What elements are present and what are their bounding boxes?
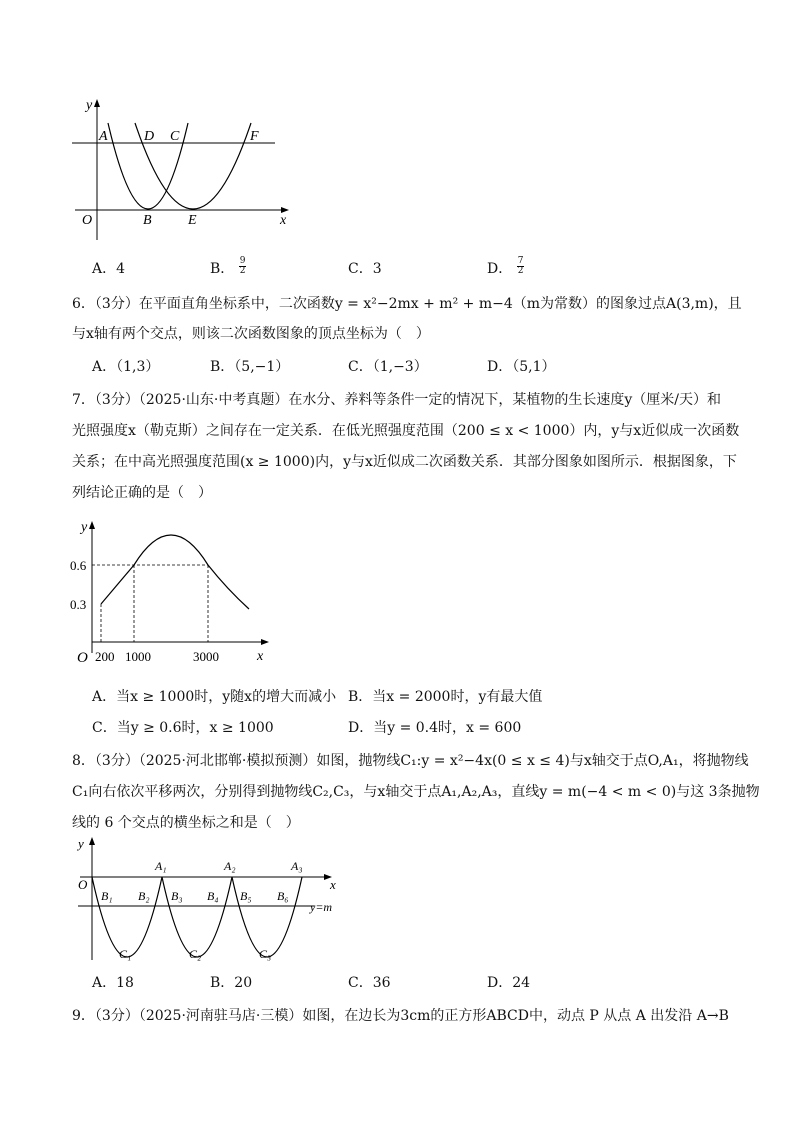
fig3-label-b1: B₁ (101, 889, 113, 903)
fig1-label-a: A (99, 129, 108, 144)
q8-option-a[interactable]: A．18 (92, 975, 134, 991)
fig3-label-c1: C₁ (119, 947, 132, 961)
q8-option-b[interactable]: B．20 (210, 975, 253, 991)
q7-option-b[interactable]: B．当x = 2000时，y有最大值 (348, 689, 543, 705)
fig3-label-a1: A₁ (155, 859, 167, 873)
fig2-xtick-1000: 1000 (125, 649, 151, 664)
fig1-x-label: x (280, 213, 287, 228)
fig3-label-b6: B₆ (277, 889, 289, 903)
q7-stem-line3: 关系；在中高光照强度范围(x ≥ 1000)内，y与x近似成二次函数关系．其部分图象如图所示．根据图象，下 (72, 454, 737, 470)
fig1-y-label: y (86, 98, 93, 113)
q5-option-b[interactable] (210, 255, 246, 278)
q8-stem-line1: 8．（3分）（2025·河北邯郸·模拟预测）如图，抛物线C₁:y = x²−4x(0 ≤ x ≤ 4)与x轴交于点O,A₁，将抛物线 (72, 753, 749, 769)
q7-stem-line2: 光照强度x（勒克斯）之间存在一定关系．在低光照强度范围（200 ≤ x < 1000）内，y与x近似成一次函数 (72, 423, 740, 439)
q6-stem-line2: 与x轴有两个交点，则该二次函数图象的顶点坐标为（ ） (72, 326, 430, 342)
fig2-xtick-3000: 3000 (193, 649, 219, 664)
q6-option-a[interactable]: A．（1,3） (92, 359, 160, 375)
q6-option-c[interactable]: C．（1,−3） (348, 359, 428, 375)
fig1-label-d: D (144, 129, 155, 144)
fig3-line-label: y=m (310, 900, 333, 914)
fig3-y-label: y (78, 836, 84, 851)
figure-three-parabolas (70, 832, 350, 967)
fig3-label-b2: B₂ (138, 889, 150, 903)
q8-option-c[interactable]: C．36 (348, 975, 391, 991)
q7-option-d[interactable]: D．当y = 0.4时，x = 600 (348, 720, 522, 736)
q6-stem-line1: 6．（3分）在平面直角坐标系中，二次函数y = x²−2mx + m² + m−4（m为常数）的图象过点A(3,m)，且 (72, 296, 742, 312)
fig3-label-a2: A₂ (224, 859, 236, 873)
q8-stem-line3: 线的 6 个交点的横坐标之和是（ ） (72, 815, 300, 831)
fig2-xtick-200: 200 (95, 649, 115, 664)
q5-option-a[interactable]: A．4 (92, 261, 126, 277)
q5-option-b-fraction: $\frac{9}{2}$ (239, 255, 246, 276)
fig3-x-label: x (330, 877, 336, 892)
fig1-label-c: C (170, 129, 180, 144)
q9-stem-line1: 9．（3分）（2025·河南驻马店·三模）如图，在边长为3cm的正方形ABCD中，动点 P 从点 A 出发沿 A→B (72, 1008, 729, 1024)
q6-option-b[interactable]: B．（5,−1） (210, 359, 290, 375)
q8-option-d[interactable]: D．24 (487, 975, 531, 991)
q5-option-c[interactable]: C．3 (348, 261, 382, 277)
fig1-label-f: F (250, 129, 259, 144)
fig2-y-label: y (81, 520, 88, 535)
q7-option-c[interactable]: C．当y ≥ 0.6时，x ≥ 1000 (92, 720, 274, 736)
fig2-ytick-06: 0.6 (70, 558, 87, 573)
q8-stem-line2: C₁向右依次平移两次，分别得到抛物线C₂,C₃，与x轴交于点A₁,A₂,A₃，直线y = m(−4 < m < 0)与这 3条抛物 (72, 784, 760, 800)
fig3-label-b3: B₃ (171, 889, 183, 903)
q7-stem-line4: 列结论正确的是（ ） (72, 485, 212, 501)
q5-option-b-label: B． (210, 261, 235, 277)
q5-option-d-fraction: $\frac{7}{2}$ (517, 255, 524, 276)
fig3-label-c2: C₂ (189, 947, 202, 961)
figure-growth-graph (65, 515, 285, 670)
fig3-label-b4: B₄ (207, 889, 219, 903)
fig1-label-e: E (188, 213, 197, 228)
q7-option-a[interactable]: A．当x ≥ 1000时，y随x的增大而减小 (92, 689, 337, 705)
fig2-origin: O (77, 650, 88, 666)
fig3-label-b5: B₅ (240, 889, 252, 903)
q5-option-d-label: D． (487, 261, 513, 277)
q7-stem-line1: 7．（3分）（2025·山东·中考真题）在水分、养料等条件一定的情况下，某植物的生长速度y（厘米/天）和 (72, 392, 721, 408)
figure-parabolas-1 (60, 95, 310, 245)
q5-option-d[interactable] (487, 255, 524, 278)
q6-option-d[interactable]: D．（5,1） (487, 359, 556, 375)
fig3-label-a3: A₃ (291, 859, 303, 873)
fig2-x-label: x (257, 649, 264, 664)
fig2-ytick-03: 0.3 (70, 597, 87, 612)
fig3-origin: O (78, 877, 88, 892)
fig1-origin: O (82, 213, 93, 228)
fig1-label-b: B (143, 213, 152, 228)
fig3-label-c3: C₃ (259, 947, 272, 961)
